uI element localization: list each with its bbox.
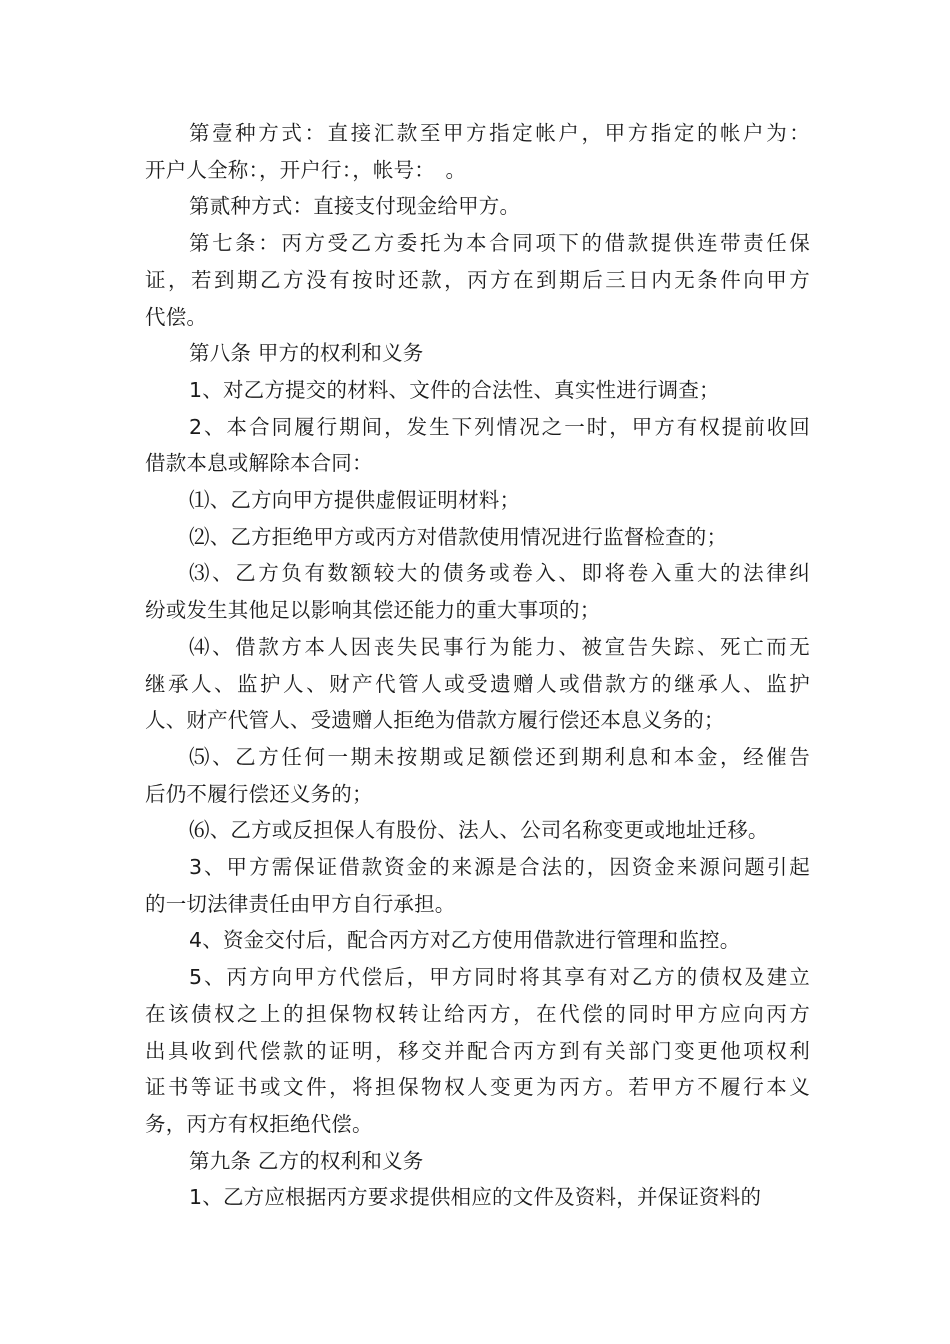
text-line: 3、甲方需保证借款资金的来源是合法的，因资金来源问题引起	[189, 855, 810, 880]
text-line: 务，丙方有权拒绝代偿。	[145, 1111, 373, 1136]
text-line: ⑶、乙方负有数额较大的债务或卷入、即将卷入重大的法律纠	[189, 561, 810, 586]
paragraph	[145, 482, 810, 519]
text-line: ⑷、借款方本人因丧失民事行为能力、被宣告失踪、死亡而无	[189, 634, 810, 659]
paragraph	[145, 739, 810, 812]
text-line: ⑹、乙方或反担保人有股份、法人、公司名称变更或地址迁移。	[189, 818, 769, 843]
text-line: 4、资金交付后，配合丙方对乙方使用借款进行管理和监控。	[189, 928, 741, 953]
text-line: 在该债权之上的担保物权转让给丙方，在代偿的同时甲方应向丙方	[145, 1001, 810, 1026]
paragraph	[145, 409, 810, 482]
text-line: 5、丙方向甲方代偿后，甲方同时将其享有对乙方的债权及建立	[189, 965, 810, 990]
paragraph	[145, 115, 810, 188]
text-line: 纷或发生其他足以影响其偿还能力的重大事项的；	[145, 598, 601, 623]
paragraph	[145, 1179, 810, 1216]
paragraph	[145, 225, 810, 335]
text-line: 代偿。	[145, 304, 208, 329]
text-line: 继承人、监护人、财产代管人或受遗赠人或借款方的继承人、监护	[145, 671, 810, 696]
text-line: 证书等证书或文件，将担保物权人变更为丙方。若甲方不履行本义	[145, 1075, 810, 1100]
text-line: 第八条 甲方的权利和义务	[189, 341, 424, 366]
paragraph	[145, 335, 810, 372]
paragraph	[145, 555, 810, 628]
paragraph	[145, 922, 810, 959]
text-line: ⑸、乙方任何一期未按期或足额偿还到期利息和本金，经催告	[189, 744, 810, 769]
text-line: 出具收到代偿款的证明，移交并配合丙方到有关部门变更他项权利	[145, 1038, 810, 1063]
document-body	[145, 115, 810, 1216]
paragraph	[145, 1143, 810, 1180]
paragraph	[145, 959, 810, 1143]
paragraph	[145, 519, 810, 556]
paragraph	[145, 812, 810, 849]
text-line: 证，若到期乙方没有按时还款，丙方在到期后三日内无条件向甲方	[145, 267, 810, 292]
paragraph	[145, 849, 810, 922]
text-line: 1、对乙方提交的材料、文件的合法性、真实性进行调查；	[189, 377, 720, 402]
text-line: ⑵、乙方拒绝甲方或丙方对借款使用情况进行监督检查的；	[189, 524, 728, 549]
paragraph	[145, 629, 810, 739]
text-line: 第七条：丙方受乙方委托为本合同项下的借款提供连带责任保	[189, 231, 810, 256]
text-line: 2、本合同履行期间，发生下列情况之一时，甲方有权提前收回	[189, 414, 810, 439]
text-line: 借款本息或解除本合同：	[145, 451, 373, 476]
text-line: 第壹种方式：直接汇款至甲方指定帐户，甲方指定的帐户为：	[189, 121, 810, 145]
text-line: 第九条 乙方的权利和义务	[189, 1148, 424, 1173]
text-line: 开户人全称：，开户行：，帐号： 。	[145, 157, 467, 182]
text-line: 人、财产代管人、受遗赠人拒绝为借款方履行偿还本息义务的；	[145, 708, 725, 733]
text-line: 的一切法律责任由甲方自行承担。	[145, 891, 456, 916]
paragraph	[145, 372, 810, 409]
text-line: 1、乙方应根据丙方要求提供相应的文件及资料，并保证资料的	[189, 1185, 762, 1210]
text-line: 第贰种方式：直接支付现金给甲方。	[189, 194, 521, 219]
text-line: 后仍不履行偿还义务的；	[145, 781, 373, 806]
text-line: ⑴、乙方向甲方提供虚假证明材料；	[189, 488, 521, 513]
paragraph	[145, 188, 810, 225]
